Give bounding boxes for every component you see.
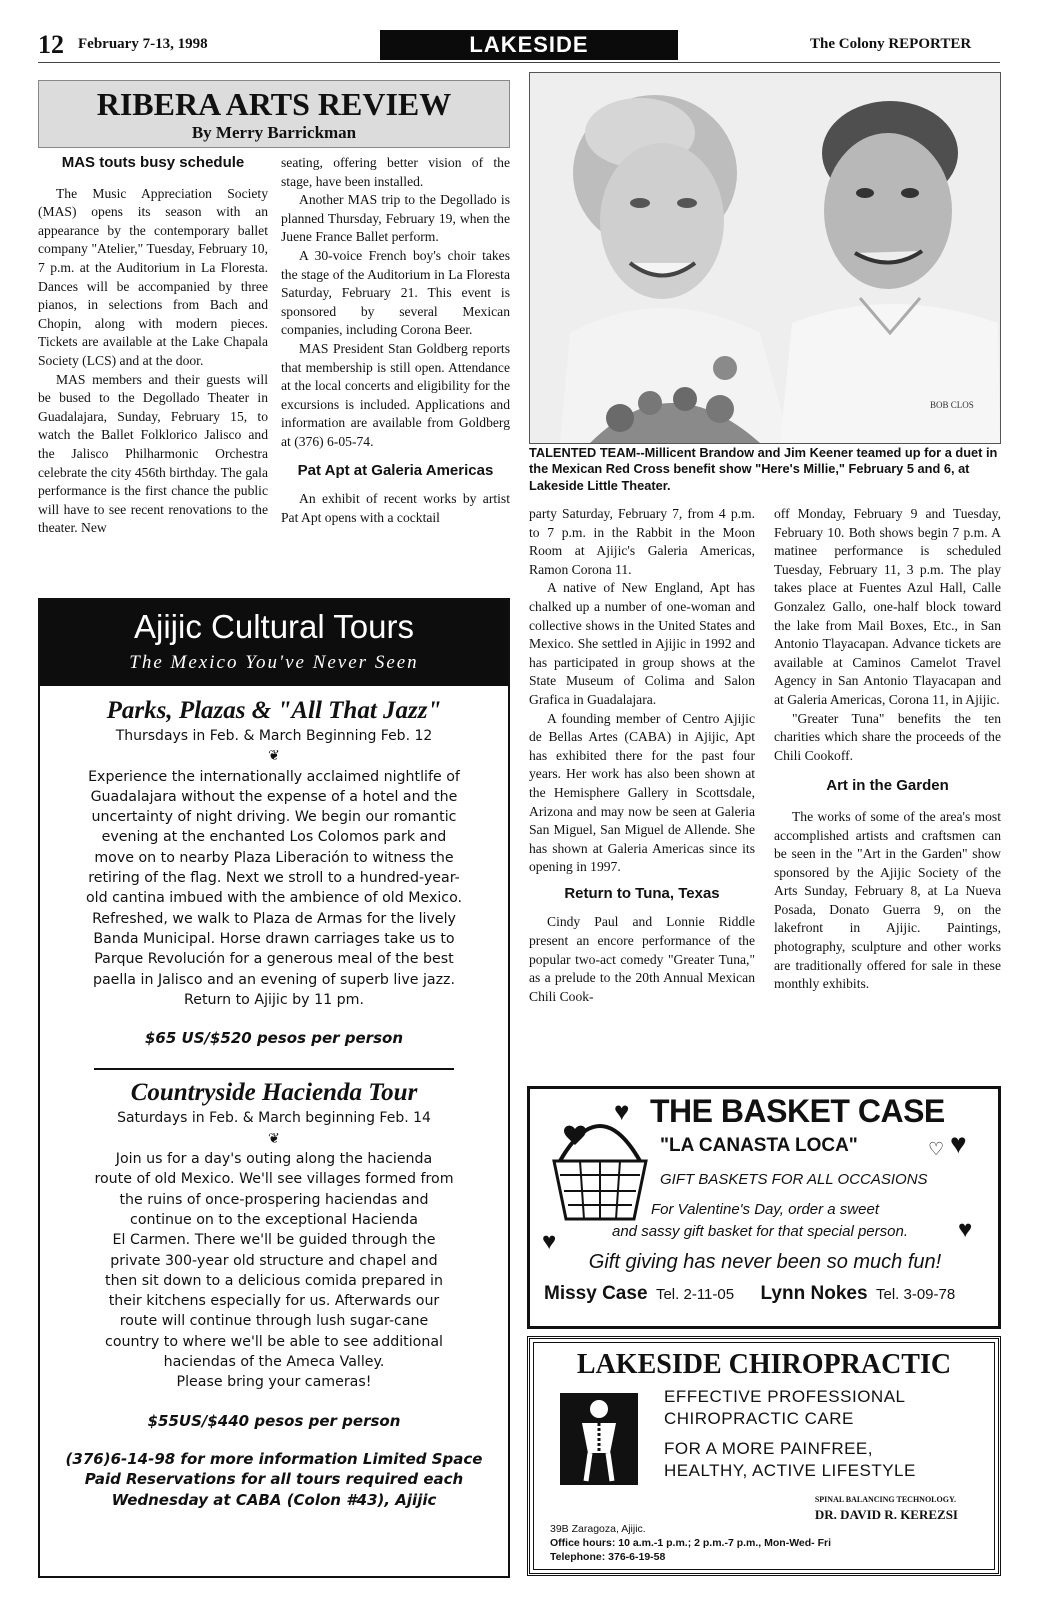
leaf-ornament-icon: ❦ [268, 748, 280, 765]
tour2-line: Please bring your cameras! [176, 1374, 372, 1391]
tour1-line: move on to nearby Plaza Liberación to witness the [94, 849, 454, 866]
head-tuna: Return to Tuna, Texas [564, 884, 720, 902]
chiro-ad [527, 1336, 1001, 1576]
basket-ad [527, 1086, 1001, 1329]
text-paragraph: Another MAS trip to the Degollado is planned Thursday, February 19, when the Juene France Ballet perform. [281, 192, 510, 245]
tour1-title: Parks, Plazas & "All That Jazz" [106, 697, 442, 724]
text-paragraph: The works of some of the area's most accomplished artists and craftsmen can be seen in the "Art in the Garden" show sponsored by the Ajijic Society of the Arts Sunday, February 8, at La Nueva Posada, Donato Guerra 9, on the lakefront in Ajijic. Paintings, photography, sculpture and other works are traditionally offered for sale in these monthly exhibits. [774, 808, 1001, 992]
tour1-line: Parque Revolución for a generous meal of the best [94, 951, 454, 968]
tour2-title: Countryside Hacienda Tour [130, 1079, 418, 1107]
heart-outline-icon: ♡ [928, 1139, 945, 1159]
tours-footer-line: (376)6-14-98 for more information Limited Space [65, 1449, 483, 1468]
tours-tagline: The Mexico You've Never Seen [129, 652, 419, 673]
spine-figure-icon [560, 1393, 638, 1485]
tours-title: Ajijic Cultural Tours [134, 608, 414, 645]
tour2-line: private 300-year old structure and chapel and [110, 1252, 438, 1269]
review-column-1 [38, 154, 268, 588]
chiro-technique: SPINAL BALANCING TECHNOLOGY. [814, 1495, 956, 1504]
tour2-line: the ruins of once-prospering haciendas and [119, 1191, 429, 1208]
review-byline: By Merry Barrickman [191, 123, 357, 142]
heart-icon: ♥ [542, 1229, 557, 1255]
review-column-2 [281, 154, 510, 588]
contact-tel: Tel. 3-09-78 [875, 1286, 956, 1303]
paper-name: The Colony REPORTER [810, 36, 972, 52]
tour1-line: Banda Municipal. Horse drawn carriages take us to [93, 930, 455, 947]
photo-caption: TALENTED TEAM--Millicent Brandow and Jim Keener teamed up for a duet in the Mexican Red Cross benefit show "Here's Millie," February 5 and 6, at Lakeside Little Theater. [529, 445, 998, 493]
tour1-price: $65 US/$520 pesos per person [144, 1029, 403, 1048]
review-column-4 [774, 505, 1001, 1080]
basket-subtitle: "LA CANASTA LOCA" [660, 1135, 858, 1156]
tour2-line: then sit down to a delicious comida prepared in [105, 1272, 443, 1289]
tour2-price: $55US/$440 pesos per person [147, 1411, 401, 1430]
chiro-line: HEALTHY, ACTIVE LIFESTYLE [664, 1461, 916, 1480]
section-banner: LAKESIDE [380, 30, 678, 60]
text-paragraph: seating, offering better vision of the stage, have been installed. [281, 155, 510, 189]
chiro-hours: Office hours: 10 a.m.-1 p.m.; 2 p.m.-7 p.m., Mon-Wed- Fri [550, 1537, 832, 1549]
tour2-line: El Carmen. There we'll be guided through the [112, 1232, 436, 1249]
tour2-line: continue on to the exceptional Hacienda [130, 1211, 418, 1228]
tour1-dates: Thursdays in Feb. & March Beginning Feb. 12 [115, 728, 433, 744]
tour2-line: haciendas of the Ameca Valley. [163, 1354, 385, 1371]
tour2-line: country to where we'll be able to see additional [105, 1333, 443, 1350]
text-paragraph: The Music Appreciation Society (MAS) opens its season with an appearance by the contemporary ballet company "Atelier," Tuesday, February 10, 7 p.m. at the Auditorium in La Floresta. Dances will be accompanied by three pianos, in selections from Bach and Chopin, along with modern pieces. Tickets are available at the Lake Chapala Society (LCS) and at the door. [38, 185, 268, 368]
tour2-line: their kitchens especially for us. Afterwards our [108, 1293, 440, 1310]
text-paragraph: An exhibit of recent works by artist Pat Apt opens with a cocktail [281, 491, 510, 525]
review-header-box [38, 80, 510, 148]
text-paragraph: MAS members and their guests will be bused to the Degollado Theater in Guadalajara, Sunday, February 15, to watch the Ballet Folklorico Jalisco and the Jalisco Philharmonic Orchestra celebrate the city 456th birthday. The gala performance is the first chance the public will have to see recent renovations to the theater. New [38, 371, 268, 536]
tour2-dates: Saturdays in Feb. & March beginning Feb. 14 [117, 1110, 431, 1127]
heart-icon: ♥ [958, 1217, 973, 1243]
chiro-line: CHIROPRACTIC CARE [664, 1409, 854, 1428]
head-pat-apt: Pat Apt at Galeria Americas [297, 461, 494, 479]
heart-icon: ♥ [614, 1097, 630, 1126]
tour1-line: evening at the enchanted Los Colomos park and [101, 829, 447, 846]
tours-banner [40, 600, 508, 686]
issue-date: February 7-13, 1998 [78, 36, 208, 52]
tour1-line: uncertainty of night driving. We begin our romantic [91, 809, 457, 826]
tour1-line: Guadalajara without the expense of a hotel and the [90, 788, 458, 805]
tour2-line: route of old Mexico. We'll see villages formed from [94, 1171, 454, 1188]
text-paragraph: "Greater Tuna" benefits the ten charities which share the proceeds of the Chili Cookoff. [774, 710, 1001, 763]
chiro-doctor: DR. DAVID R. KEREZSI [814, 1507, 958, 1522]
masthead-rule [38, 62, 1000, 63]
leaf-ornament-icon: ❦ [268, 1130, 280, 1147]
text-paragraph: party Saturday, February 7, from 4 p.m. to 7 p.m. in the Rabbit in the Moon Room at Ajijic's Galeria Americas, Ramon Corona 11. [529, 506, 755, 577]
head-mas: MAS touts busy schedule [61, 154, 245, 171]
tours-footer-line: Wednesday at CABA (Colon #43), Ajijic [111, 1490, 437, 1509]
review-column-3 [529, 505, 755, 1080]
chiro-line: EFFECTIVE PROFESSIONAL [664, 1387, 906, 1406]
contact-name: Lynn Nokes [760, 1283, 868, 1304]
tours-divider [94, 1068, 454, 1070]
photo-image [530, 73, 1000, 443]
basket-contacts [544, 1283, 994, 1305]
text-paragraph: MAS President Stan Goldberg reports that membership is still open. Attendance at the local concerts and eligibility for the excursions is included. Applications and information are available from Goldberg at (376) 6-05-74. [281, 340, 510, 449]
basket-slogan: Gift giving has never been so much fun! [588, 1251, 942, 1273]
chiro-phone: Telephone: 376-6-19-58 [550, 1551, 666, 1563]
text-paragraph: A native of New England, Apt has chalked up a number of one-woman and collective shows in the United States and Mexico. She settled in Ajijic in 1992 and has participated in group shows at the State Museum of Colima and Salon Grafica in Guadalajara. [529, 580, 755, 707]
tour1-line: Experience the internationally acclaimed nightlife of [88, 768, 460, 785]
tours-footer-line: Paid Reservations for all tours required each [84, 1470, 464, 1489]
tour1-line: Return to Ajijic by 11 pm. [184, 991, 364, 1008]
basket-title: THE BASKET CASE [650, 1093, 945, 1129]
tour1-line: Refreshed, we walk to Plaza de Armas for the lively [92, 910, 456, 927]
photo-credit: BOB CLOS [930, 400, 974, 410]
tour2-line: Join us for a day's outing along the hacienda [115, 1151, 433, 1168]
chiro-title: LAKESIDE CHIROPRACTIC [576, 1349, 952, 1380]
heart-icon: ♥ [950, 1129, 967, 1160]
tour1-line: retiring of the flag. Next we stroll to a hundred-year- [88, 870, 460, 887]
tours-ad [38, 598, 510, 1578]
page-number: 12 [38, 30, 64, 59]
text-paragraph: A founding member of Centro Ajijic de Bellas Artes (CABA) in Ajijic, Apt has exhibited there for the past four years. Her work has also been shown at the Hemisphere Gallery in Scottsdale, Arizona and may now be seen at Galeria San Miguel, San Miguel de Allende. She has shown at Galeria Americas since its opening in 1997. [529, 710, 755, 875]
text-paragraph: off Monday, February 9 and Tuesday, February 10. Both shows begin 7 p.m. A matinee performance is scheduled Tuesday, February 11, 3 p.m. The play takes place at Fuentes Azul Hall, Calle Gonzalez Gallo, one-half block toward the lake from Mail Boxes, Etc., in San Antonio Tlayacapan. Advance tickets are available at Caminos Camelot Travel Agency in San Antonio Tlayacapan and at Galeria Americas, Corona 11, in Ajijic. [774, 506, 1001, 707]
photo-frame [529, 72, 1001, 444]
chiro-address: 39B Zaragoza, Ajijic. [550, 1523, 646, 1535]
chiro-line: FOR A MORE PAINFREE, [664, 1439, 873, 1458]
text-paragraph: A 30-voice French boy's choir takes the stage of the Auditorium in La Floresta Saturday, February 21. This event is sponsored by several Mexican companies, including Corona Beer. [281, 247, 510, 338]
basket-tagline: GIFT BASKETS FOR ALL OCCASIONS [660, 1171, 928, 1188]
contact-name: Missy Case [544, 1283, 648, 1304]
basket-line: For Valentine's Day, order a sweet [651, 1201, 879, 1218]
contact-tel: Tel. 2-11-05 [655, 1286, 735, 1303]
text-paragraph: Cindy Paul and Lonnie Riddle present an encore performance of the popular two-act comedy "Greater Tuna," as a prelude to the 20th Annual Mexican Chili Cook- [529, 914, 755, 1004]
basket-line: and sassy gift basket for that special person. [612, 1223, 908, 1240]
tour1-line: old cantina imbued with the ambience of old Mexico. [85, 890, 463, 907]
head-art-garden: Art in the Garden [826, 777, 949, 795]
tour2-line: route will continue through lush sugar-cane [119, 1313, 429, 1330]
tour1-line: paella in Jalisco and an evening of superb live jazz. [92, 971, 455, 988]
review-title: RIBERA ARTS REVIEW [96, 86, 452, 122]
